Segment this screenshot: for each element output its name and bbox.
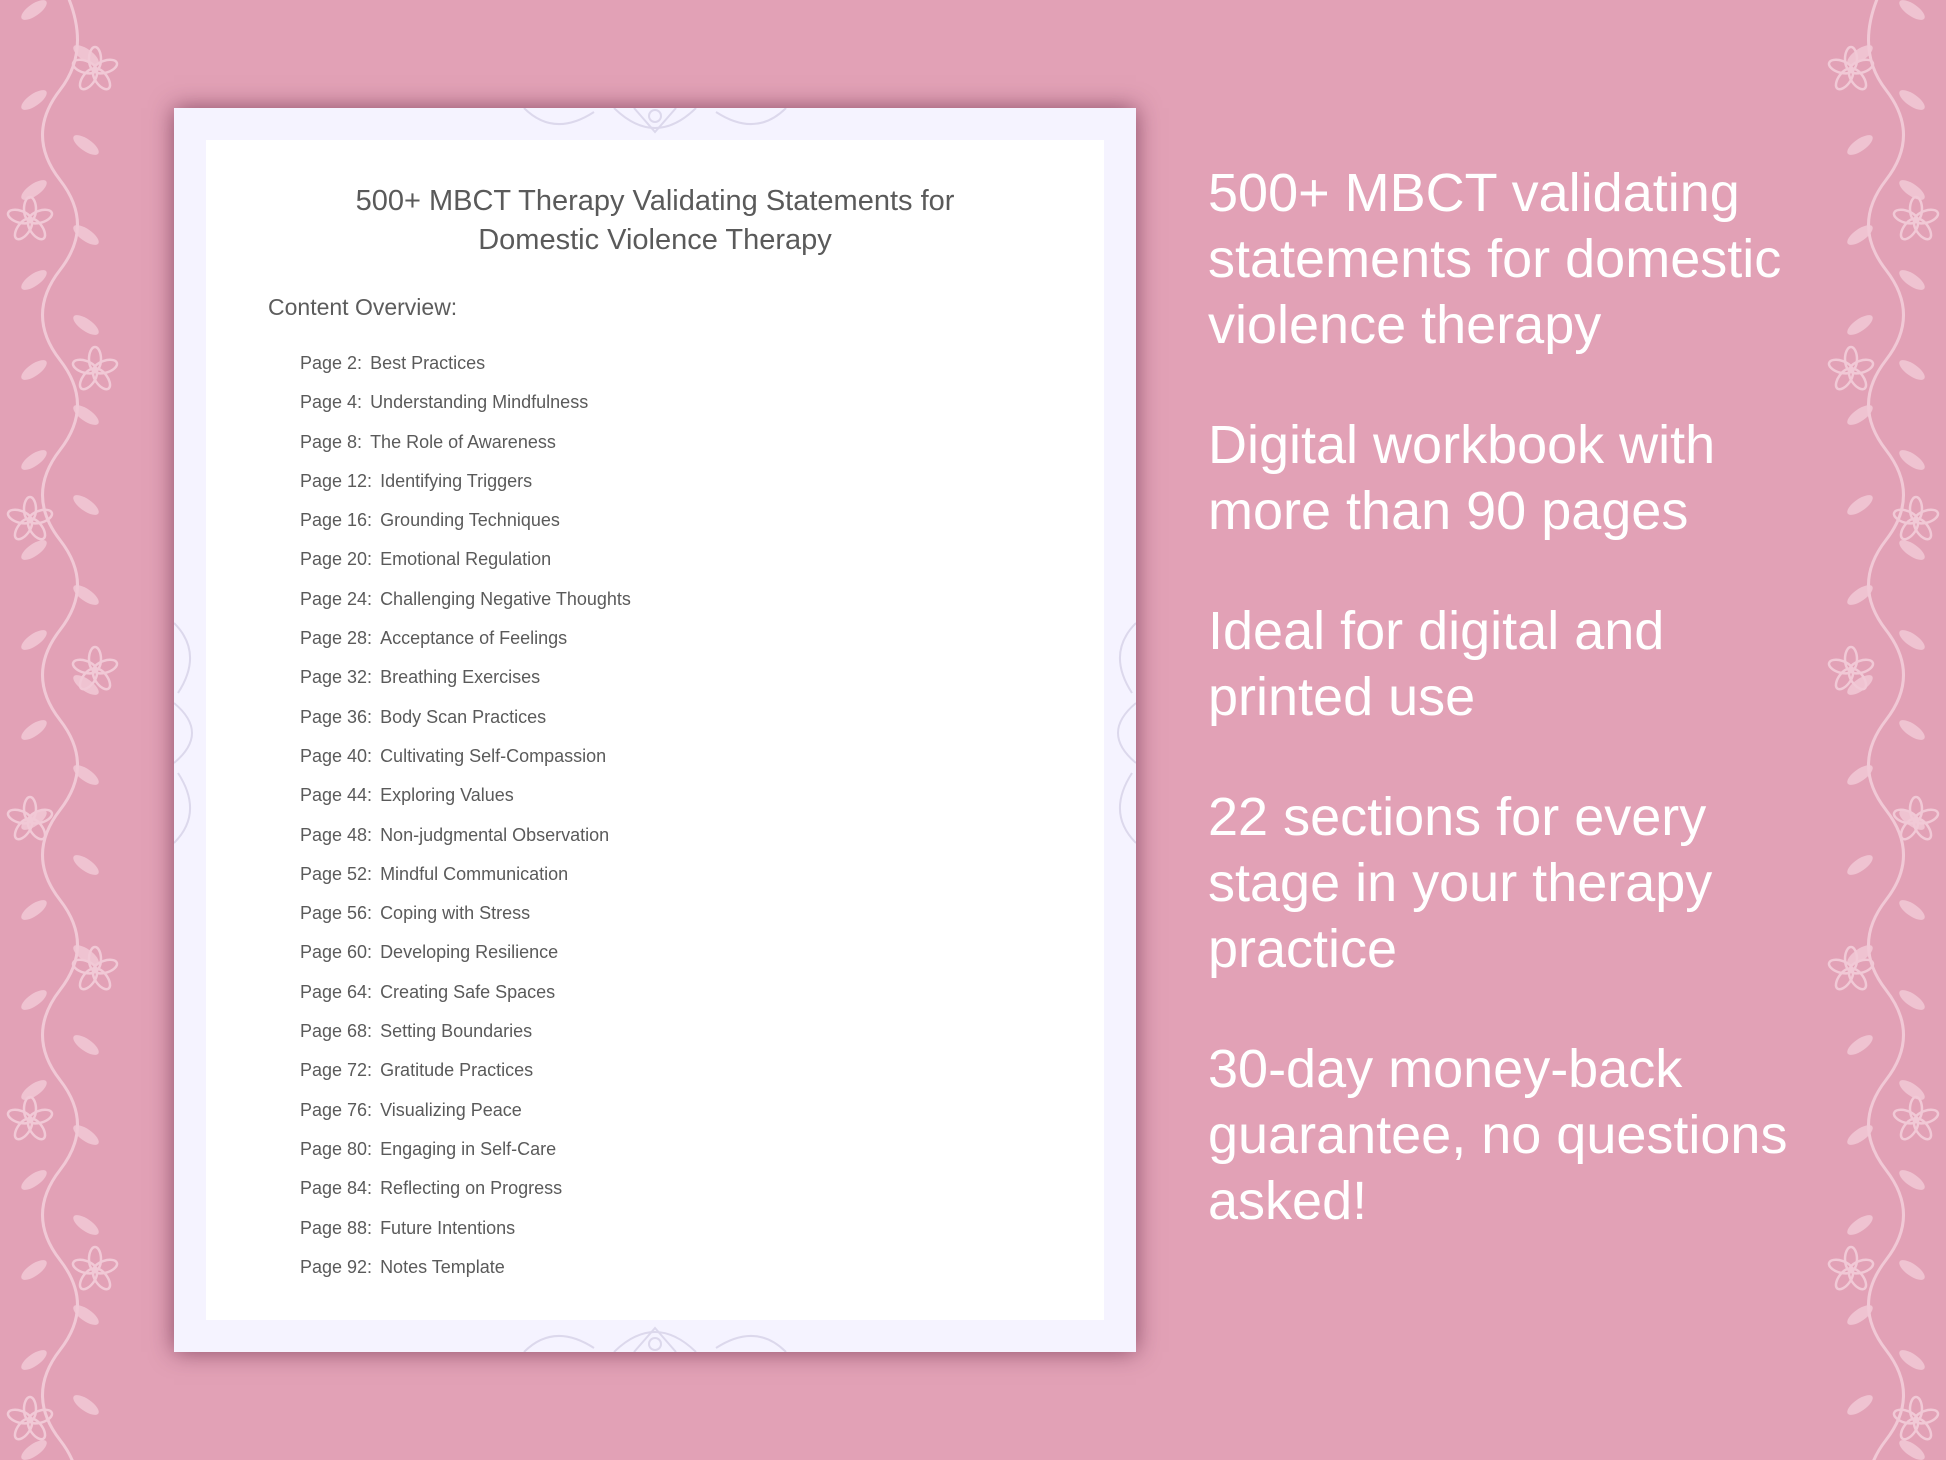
document-title-line-1: 500+ MBCT Therapy Validating Statements for (355, 185, 955, 217)
toc-page-number: Page 48: (300, 824, 373, 845)
toc-page-number: Page 36: (300, 706, 373, 727)
toc-section-label: Exploring Values (380, 785, 514, 806)
toc-section-label: Non-judgmental Observation (380, 824, 610, 845)
toc-entry (300, 698, 631, 737)
toc-page-number: Page 32: (300, 667, 373, 688)
toc-page-number: Page 20: (300, 549, 373, 570)
toc-entry (300, 462, 631, 501)
toc-section-label: Future Intentions (380, 1217, 516, 1238)
toc-entry (300, 423, 631, 462)
toc-section-label: Notes Template (380, 1256, 505, 1277)
toc-section-label: Best Practices (370, 353, 486, 373)
toc-page-number: Page 72: (300, 1060, 373, 1081)
toc-entry (300, 1051, 631, 1090)
toc-entry (300, 1012, 631, 1051)
toc-entry (300, 816, 631, 855)
toc-entry (300, 344, 631, 383)
toc-page-number: Page 56: (300, 903, 373, 924)
feature-text: Digital workbook with more than 90 pages (1208, 415, 1716, 541)
toc-section-label: The Role of Awareness (370, 431, 556, 452)
toc-entry (300, 737, 631, 776)
document-title (206, 182, 1104, 260)
toc-page-number: Page 76: (300, 1099, 373, 1120)
toc-entry (300, 540, 631, 579)
toc-page-number: Page 84: (300, 1178, 373, 1199)
toc-page-number: Page 80: (300, 1138, 373, 1159)
toc-entry (300, 1091, 631, 1130)
toc-entry (300, 776, 631, 815)
toc-page-number: Page 52: (300, 863, 373, 884)
toc-section-label: Visualizing Peace (380, 1099, 522, 1120)
toc-section-label: Cultivating Self-Compassion (380, 745, 607, 766)
mandala-ornament-bottom-icon (514, 1320, 796, 1352)
toc-section-label: Engaging in Self-Care (380, 1138, 557, 1159)
toc-section-label: Body Scan Practices (380, 706, 547, 727)
toc-page-number: Page 12: (300, 470, 373, 491)
toc-entry (300, 580, 631, 619)
feature-text: 22 sections for every stage in your therapy practice (1208, 787, 1713, 979)
toc-section-label: Emotional Regulation (380, 549, 552, 570)
mandala-ornament-right-icon (1104, 613, 1136, 853)
feature-text: 500+ MBCT validating statements for domestic violence therapy (1208, 163, 1782, 355)
toc-section-label: Challenging Negative Thoughts (380, 588, 631, 609)
toc-entry (300, 973, 631, 1012)
feature-text: 30-day money-back guarantee, no questions asked! (1208, 1039, 1788, 1231)
toc-page-number: Page 60: (300, 942, 373, 963)
toc-section-label: Identifying Triggers (380, 470, 533, 491)
mandala-ornament-top-icon (514, 108, 796, 140)
toc-page-number: Page 44: (300, 785, 373, 806)
toc-entry (300, 619, 631, 658)
toc-page-number: Page 16: (300, 510, 373, 531)
toc-section-label: Breathing Exercises (380, 667, 541, 688)
toc-section-label: Reflecting on Progress (380, 1178, 563, 1199)
toc-page-number: Page 24: (300, 588, 373, 609)
toc-page-number: Page 68: (300, 1021, 373, 1042)
toc-entry (300, 383, 631, 422)
mandala-ornament-left-icon (174, 613, 206, 853)
toc-section-label: Developing Resilience (380, 942, 559, 963)
toc-section-label: Creating Safe Spaces (380, 981, 556, 1002)
toc-page-number: Page 92: (300, 1256, 373, 1277)
toc-page-number: Page 8: (300, 431, 363, 452)
feature-list (1208, 160, 1828, 1288)
toc-page-number: Page 64: (300, 981, 373, 1002)
feature-text: Ideal for digital and printed use (1208, 601, 1665, 727)
toc-page-number: Page 2: (300, 353, 363, 373)
document-page (206, 140, 1104, 1320)
content-overview-heading: Content Overview: (268, 294, 458, 320)
toc-section-label: Gratitude Practices (380, 1060, 534, 1081)
table-of-contents (300, 344, 631, 1287)
floral-vine-right-icon (1811, 0, 1946, 1460)
toc-page-number: Page 28: (300, 628, 373, 649)
toc-entry (300, 1248, 631, 1287)
toc-entry (300, 933, 631, 972)
floral-vine-left-icon (0, 0, 135, 1460)
toc-section-label: Coping with Stress (380, 903, 531, 924)
toc-page-number: Page 88: (300, 1217, 373, 1238)
toc-page-number: Page 40: (300, 745, 373, 766)
toc-entry (300, 894, 631, 933)
toc-section-label: Understanding Mindfulness (370, 392, 589, 413)
toc-entry (300, 1209, 631, 1248)
document-title-line-2: Domestic Violence Therapy (478, 224, 832, 256)
toc-page-number: Page 4: (300, 392, 363, 413)
document-preview (174, 108, 1136, 1352)
toc-entry (300, 1169, 631, 1208)
toc-section-label: Setting Boundaries (380, 1021, 533, 1042)
toc-entry (300, 1130, 631, 1169)
toc-section-label: Acceptance of Feelings (380, 628, 568, 649)
toc-section-label: Grounding Techniques (380, 510, 560, 531)
toc-entry (300, 501, 631, 540)
toc-entry (300, 855, 631, 894)
toc-entry (300, 658, 631, 697)
toc-section-label: Mindful Communication (380, 863, 569, 884)
